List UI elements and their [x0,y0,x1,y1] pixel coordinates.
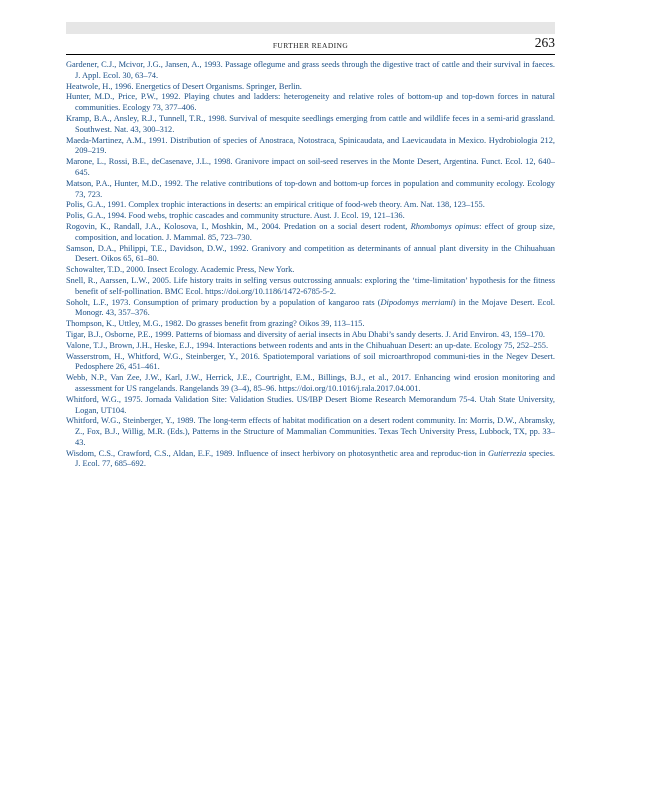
reference-entry [66,395,555,417]
species-name: Dipodomys merriami [380,297,453,307]
reference-text: Samson, D.A., Philippi, T.E., Davidson, D.W., 1992. Granivory and competition as determinants of annual plant diversity in the Chihuahuan Desert. Oikos 65, 61–80. [66,243,555,264]
reference-entry [66,341,555,352]
reference-text: Maeda-Martinez, A.M., 1991. Distribution of species of Anostraca, Notostraca, Spinicaudata, and Laevicaudata in Mexico. Hydrobiologia 212, 209–219. [66,135,555,156]
reference-text-pre: Wisdom, C.S., Crawford, C.S., Aldan, E.F., 1989. Influence of insect herbivory on photosynthetic area and reproduc-tion in [66,448,488,458]
running-head [66,36,555,55]
reference-entry [66,92,555,114]
reference-text: Schowalter, T.D., 2000. Insect Ecology. Academic Press, New York. [66,265,295,275]
reference-text: Hunter, M.D., Price, P.W., 1992. Playing chutes and ladders: heterogeneity and relative roles of bottom-up and top-down forces in natural communities. Ecology 73, 377–406. [66,92,555,113]
reference-text: Valone, T.J., Brown, J.H., Heske, E.J., 1994. Interactions between rodents and ants in the Chihuahuan Desert: an up-date. Ecology 75, 252–255. [66,340,549,350]
reference-entry [66,373,555,395]
reference-text: Snell, R., Aarssen, L.W., 2005. Life history traits in selfing versus outcrossing annuals: exploring the ‘time-limitation’ hypothesis for the fitness benefit of self-pollination. BMC Ecol. https://doi.org/10.1186/1472-6785-5-2. [66,275,555,296]
reference-text: Polis, G.A., 1991. Complex trophic interactions in deserts: an empirical critique of food-web theory. Am. Nat. 138, 123–155. [66,200,485,210]
reference-entry [66,60,555,82]
reference-text: Webb, N.P., Van Zee, J.W., Karl, J.W., Herrick, J.E., Courtright, E.M., Billings, B.J., et al., 2017. Enhancing wind erosion monitoring and assessment for US rangelands. Rangelands 39 (3–4), 85–96. https://doi.org/10.1016/j.rala.2017.04.001. [66,373,555,393]
reference-text: Wasserstrom, H., Whitford, W.G., Steinberger, Y., 2016. Spatiotemporal variations of soil microarthropod communi-ties in the Negev Desert. Pedosphere 26, 451–461. [66,351,555,372]
reference-text: Kramp, B.A., Ansley, R.J., Tunnell, T.R., 1998. Survival of mesquite seedlings emerging from cattle and wildlife feces in a semi-arid grassland. Southwest. Nat. 43, 300–312. [66,113,555,134]
reference-text: Polis, G.A., 1994. Food webs, trophic cascades and community structure. Aust. J. Ecol. 19, 121–136. [66,211,405,221]
header-band [66,22,555,34]
reference-text: Heatwole, H., 1996. Energetics of Desert Organisms. Springer, Berlin. [66,81,302,91]
reference-entry [66,82,555,93]
reference-entry [66,416,555,448]
reference-list [66,60,555,470]
section-title: FURTHER READING [272,41,349,50]
reference-text: Gardener, C.J., Mcivor, J.G., Jansen, A., 1993. Passage oflegume and grass seeds through the digestive tract of cattle and their survival in faeces. J. Appl. Ecol. 30, 63–74. [66,60,555,80]
reference-text: Thompson, K., Uttley, M.G., 1982. Do grasses benefit from grazing? Oikos 39, 113–115. [66,319,365,329]
reference-entry [66,265,555,276]
reference-entry [66,352,555,374]
reference-text-post: : effect of group size, composition, and location. J. Mammal. 85, 723–730. [75,221,555,242]
reference-entry [66,319,555,330]
reference-text-pre: Soholt, L.F., 1973. Consumption of primary production by a population of kangaroo rats ( [66,297,381,307]
reference-text-pre: Rogovin, K., Randall, J.A., Kolosova, I., Moshkin, M., 2004. Predation on a social desert rodent, [66,221,411,231]
reference-entry [66,200,555,211]
page-number: 263 [534,35,555,50]
reference-text-post: species. J. Ecol. 77, 685–692. [75,448,555,469]
species-name: Rhombomys opimus [410,221,480,231]
reference-entry [66,244,555,266]
reference-entry [66,276,555,298]
reference-text: Whitford, W.G., Steinberger, Y., 1989. The long-term effects of habitat modification on a desert rodent community. In: Morris, D.W., Abramsky, Z., Fox, B.J., Willig, M.R. (Eds.), Patterns in the Structure of Mammalian Communities. Texas Tech University Press, Lubbock, TX, pp. 33–43. [66,416,555,447]
reference-entry [66,449,555,471]
reference-text: Marone, L., Rossi, B.E., deCasenave, J.L., 1998. Granivore impact on soil-seed reserves in the Monte Desert, Argentina. Funct. Ecol. 12, 640–645. [66,157,555,177]
reference-entry [66,157,555,179]
reference-text: Matson, P.A., Hunter, M.D., 1992. The relative contributions of top-down and bottom-up forces in population and community ecology. Ecology 73, 723. [66,178,555,199]
species-name: Gutierrezia [487,448,527,458]
reference-entry [66,222,555,244]
reference-text: Tigar, B.J., Osborne, P.E., 1999. Patterns of biomass and diversity of aerial insects in Abu Dhabi’s sandy deserts. J. Arid Environ. 43, 159–170. [66,329,546,339]
reference-entry [66,211,555,222]
reference-entry [66,330,555,341]
reference-text-post: ) in the Mojave Desert. Ecol. Monogr. 43, 357–376. [75,297,555,318]
reference-entry [66,136,555,158]
reference-entry [66,179,555,201]
reference-entry [66,114,555,136]
reference-text: Whitford, W.G., 1975. Jornada Validation Site: Validation Studies. US/IBP Desert Biome Research Memorandum 75-4. Utah State University, Logan, UT104. [66,394,555,415]
reference-entry [66,298,555,320]
